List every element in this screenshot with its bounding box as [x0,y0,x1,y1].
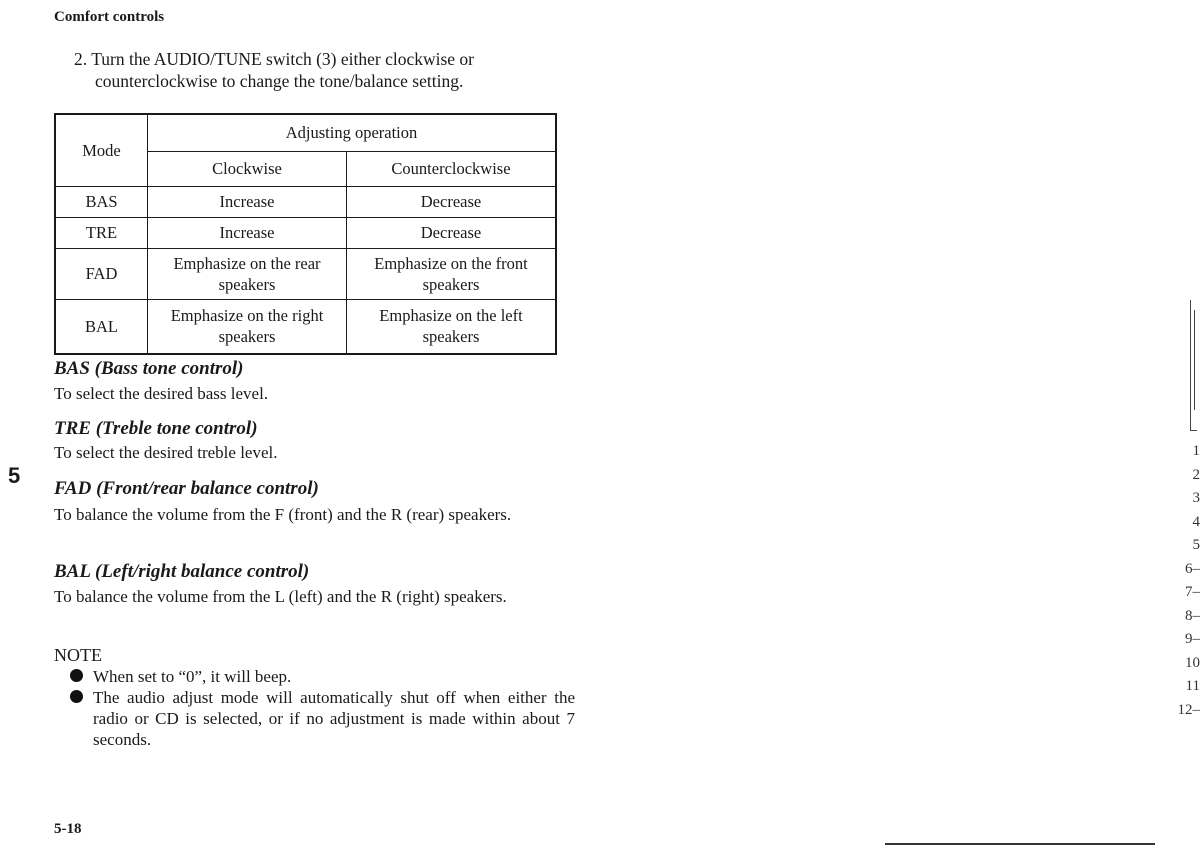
chapter-number: 5 [8,463,21,488]
note-title: NOTE [54,645,102,665]
tre-heading: TRE (Treble tone control) [54,418,258,439]
mode-cell: FAD [55,248,148,299]
note-list [70,666,575,750]
clockwise-cell: Emphasize on the right speakers [148,299,347,354]
bas-heading: BAS (Bass tone control) [54,358,244,379]
tre-description: To select the desired treble level. [54,443,278,462]
step-text-line2: counterclockwise to change the tone/balance setting. [95,71,464,91]
note-text: The audio adjust mode will automatically shut off when either the radio or CD is selected, or if no adjustment is made within about 7 seconds. [93,688,575,749]
mode-cell: BAL [55,299,148,354]
note-text: When set to “0”, it will beep. [93,667,292,686]
index-tab-item: 6– [1185,560,1200,577]
index-tab-item: 4 [1192,513,1200,530]
fad-heading: FAD (Front/rear balance control) [54,478,319,499]
index-tab-item: 10 [1185,654,1200,671]
index-tab-item: 11 [1185,678,1200,694]
counterclockwise-header: Counterclockwise [347,151,557,186]
index-tab-item: 9– [1185,631,1200,647]
list-item [70,666,575,687]
step-number: 2. [74,49,88,69]
index-tab-item: 5 [1192,537,1200,553]
adjusting-operation-header: Adjusting operation [148,114,557,151]
bullet-icon [70,669,83,682]
index-tab-item: 7– [1185,584,1200,600]
chapter-edge-line [1194,310,1195,410]
adjusting-operation-table [54,113,557,355]
mode-cell: BAS [55,186,148,217]
table-row [55,217,556,248]
list-item [70,687,575,750]
index-tab-item: 1 [1192,443,1200,459]
clockwise-cell: Increase [148,186,347,217]
index-tab-item: 2 [1192,466,1200,483]
mode-cell: TRE [55,217,148,248]
bullet-icon [70,690,83,703]
table-row [55,248,556,299]
instruction-step [74,48,579,92]
clockwise-cell: Increase [148,217,347,248]
index-tab-item: 12– [1177,701,1200,718]
section-title: Comfort controls [54,9,165,25]
table-row [55,299,556,354]
clockwise-cell: Emphasize on the rear speakers [148,248,347,299]
bal-heading: BAL (Left/right balance control) [54,561,310,582]
bal-description: To balance the volume from the L (left) and the R (right) speakers. [54,587,507,606]
counterclockwise-cell: Decrease [347,217,557,248]
fad-description: To balance the volume from the F (front) and the R (rear) speakers. [54,505,512,524]
counterclockwise-cell: Emphasize on the left speakers [347,299,557,354]
bottom-divider [885,843,1155,845]
chapter-index-tab [1170,440,1200,722]
table-row [55,186,556,217]
mode-header: Mode [55,114,148,186]
index-tab-item: 8– [1185,607,1200,624]
counterclockwise-cell: Decrease [347,186,557,217]
clockwise-header: Clockwise [148,151,347,186]
step-text-line1: Turn the AUDIO/TUNE switch (3) either clockwise or [91,49,475,69]
index-tab-item: 3 [1192,490,1200,506]
page-number: 5-18 [54,821,82,837]
bas-description: To select the desired bass level. [54,384,269,403]
counterclockwise-cell: Emphasize on the front speakers [347,248,557,299]
